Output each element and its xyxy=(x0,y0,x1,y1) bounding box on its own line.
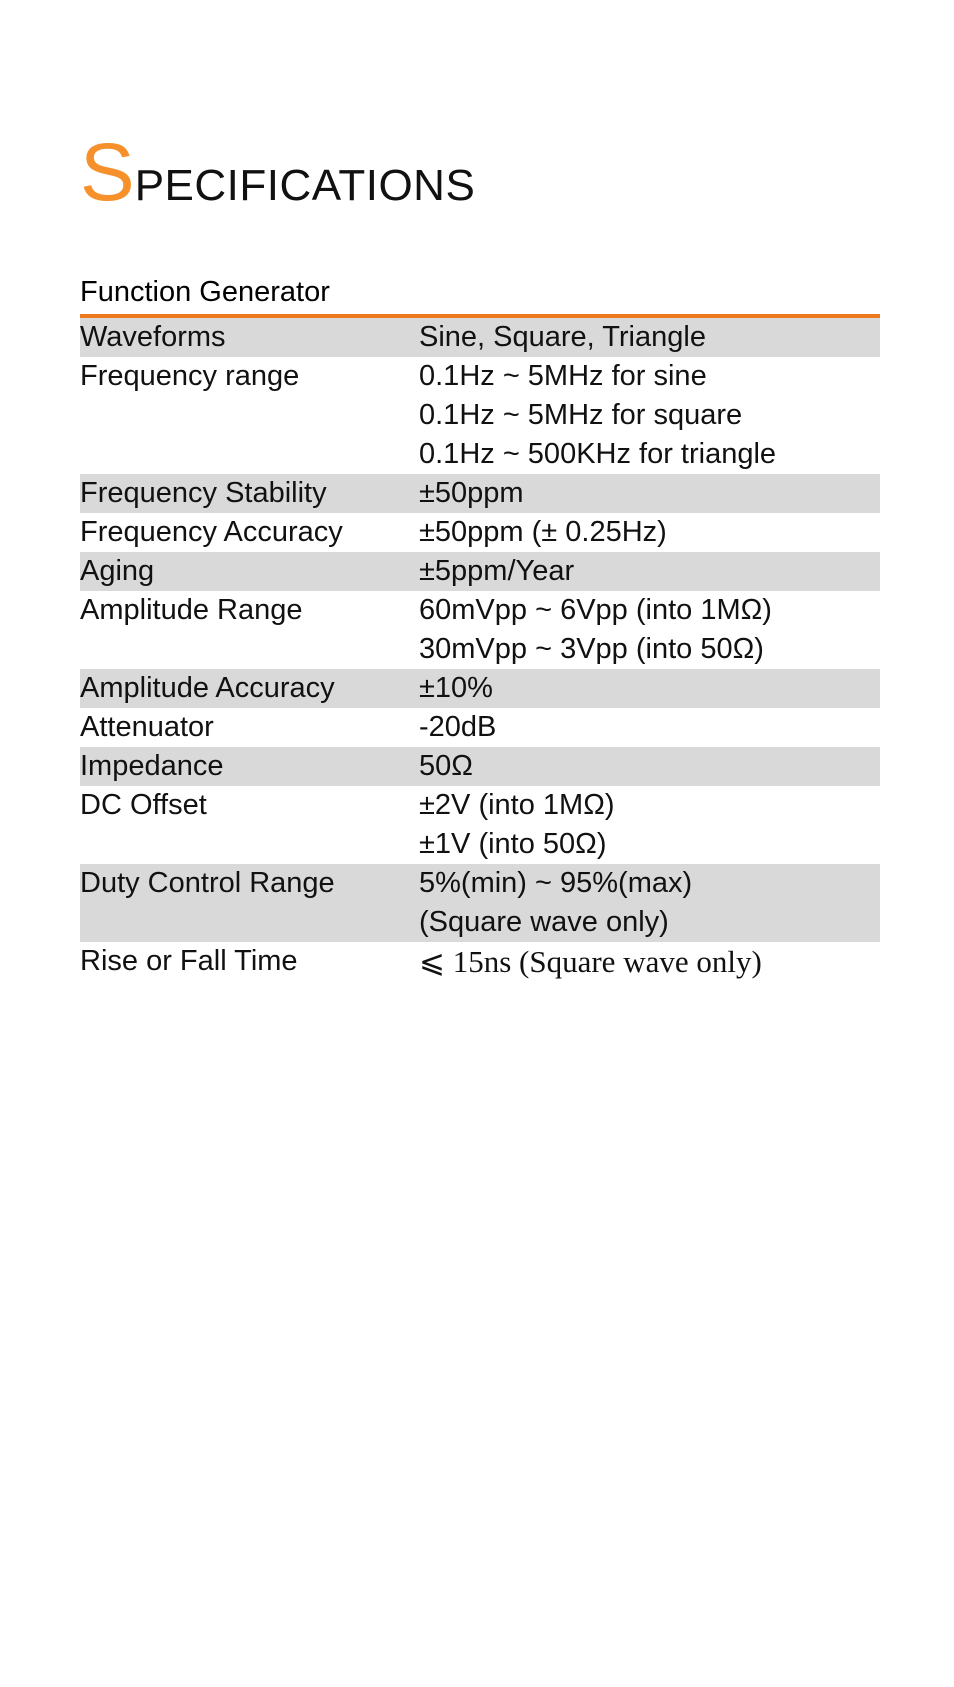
spec-value: Sine, Square, Triangle xyxy=(419,321,706,353)
spec-label: Duty Control Range xyxy=(80,867,335,899)
spec-value: ⩽ 15ns (Square wave only) xyxy=(419,944,762,979)
spec-label: Waveforms xyxy=(80,321,226,353)
spec-label: Amplitude Range xyxy=(80,594,303,626)
spec-table xyxy=(80,318,880,981)
spec-row-frequency-stability xyxy=(80,474,880,513)
spec-label: Aging xyxy=(80,555,155,587)
spec-value: 0.1Hz ~ 5MHz for sine xyxy=(419,360,707,392)
spec-value: ±50ppm (± 0.25Hz) xyxy=(419,516,667,548)
spec-value: ±10% xyxy=(419,672,493,704)
spec-row-waveforms xyxy=(80,318,880,357)
spec-value: ±2V (into 1MΩ) xyxy=(419,789,615,821)
spec-row-impedance xyxy=(80,747,880,786)
spec-value: 60mVpp ~ 6Vpp (into 1MΩ) xyxy=(419,594,772,626)
spec-label: Frequency Stability xyxy=(80,477,327,509)
spec-values xyxy=(419,747,880,786)
spec-row-dc-offset xyxy=(80,786,880,864)
spec-label: Rise or Fall Time xyxy=(80,945,298,977)
spec-row-aging xyxy=(80,552,880,591)
spec-values xyxy=(419,708,880,747)
spec-row-frequency-range xyxy=(80,357,880,474)
spec-label: Amplitude Accuracy xyxy=(80,672,335,704)
section-heading: Function Generator xyxy=(80,276,330,308)
page-title-rest: PECIFICATIONS xyxy=(134,161,476,210)
spec-value: 0.1Hz ~ 5MHz for square xyxy=(419,399,743,431)
page-title-initial: S xyxy=(80,127,135,218)
spec-row-amplitude-range xyxy=(80,591,880,669)
spec-values xyxy=(419,786,880,864)
spec-value: ±50ppm xyxy=(419,477,524,509)
spec-values xyxy=(419,864,880,942)
spec-value: 50Ω xyxy=(419,750,473,782)
spec-values xyxy=(419,942,880,981)
spec-values xyxy=(419,318,880,357)
spec-value: (Square wave only) xyxy=(419,906,669,938)
spec-label: Frequency Accuracy xyxy=(80,516,343,548)
spec-label: Attenuator xyxy=(80,711,214,743)
spec-values xyxy=(419,591,880,669)
spec-row-amplitude-accuracy xyxy=(80,669,880,708)
spec-value: -20dB xyxy=(419,711,497,743)
spec-value: ±1V (into 50Ω) xyxy=(419,828,607,860)
page-title xyxy=(80,127,476,218)
spec-label: DC Offset xyxy=(80,789,207,821)
spec-label: Frequency range xyxy=(80,360,300,392)
spec-row-attenuator xyxy=(80,708,880,747)
spec-row-frequency-accuracy xyxy=(80,513,880,552)
spec-values xyxy=(419,357,880,474)
spec-values xyxy=(419,513,880,552)
spec-row-rise-fall-time xyxy=(80,942,880,981)
spec-values xyxy=(419,552,880,591)
spec-value: 0.1Hz ~ 500KHz for triangle xyxy=(419,438,777,470)
spec-row-duty-control-range xyxy=(80,864,880,942)
spec-label: Impedance xyxy=(80,750,224,782)
spec-value: 5%(min) ~ 95%(max) xyxy=(419,867,693,899)
spec-values xyxy=(419,474,880,513)
spec-value: ±5ppm/Year xyxy=(419,555,575,587)
spec-values xyxy=(419,669,880,708)
spec-value: 30mVpp ~ 3Vpp (into 50Ω) xyxy=(419,633,764,665)
